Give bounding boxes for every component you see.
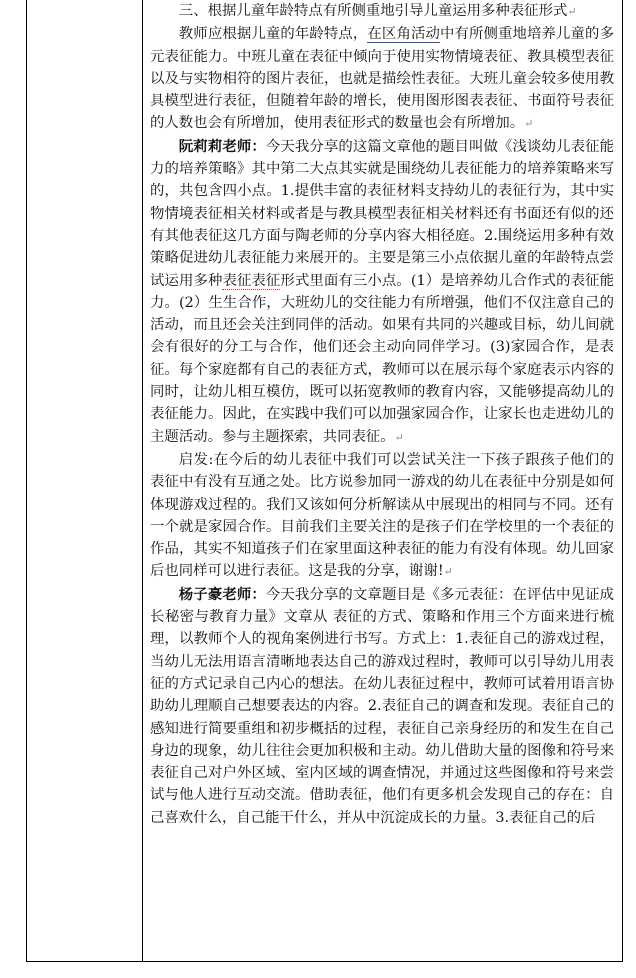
paragraph-mark-icon: ↵ [524,117,534,131]
paragraph-mark-icon: ↵ [567,5,577,18]
speaker-paragraph-ruanlili [150,136,614,449]
section-heading-paragraph [150,0,614,23]
paragraph-text: 形式里面有三小点。(1）是培养幼儿合作式的表征能力。(2）生生合作，大班幼儿的交往能力有所增强，他们不仅注意自己的活动，而且还会关注到同伴的活动。如果有共同的兴趣或目标，幼儿间就会有很好的分工与合作，他们还会主动向同伴学习。(3)家园合作，是表征。每个家庭都有自己的表征方式，教师可以在展示每个家庭表示内容的同时，让幼儿相互模仿，既可以拓宽教师的教育内容，又能够提高幼儿的表征能力。因此，在实践中我们可以加强家园合作，让家长也走进幼儿的主题活动。参与主题探索，共同表征。 [150,272,614,445]
paragraph-mark-icon: ↵ [394,430,404,444]
spellcheck-underlined-text: 表征表征 [222,272,281,289]
body-paragraph-age-characteristics [150,23,614,135]
paragraph-text: 今天我分享的这篇文章他的题目叫做《浅谈幼儿表征能力的培养策略》其中第二大点其实就是围绕幼儿表征能力的培养策略来写的，共包含四小点。1.提供丰富的表征材料支持幼儿的表征行为，其中实物情境表征相关材料或者是与教具模型表征相关材料还有书面还有似的还有其他表征这几方面与陶老师的分享内容大相径庭。2.围绕运用多种有效策略促进幼儿表征能力来展开的。主要是第三小点依据儿童的年龄特点尝试运用多种 [150,138,614,289]
speaker-paragraph-yangzihao [150,584,614,829]
section-heading-text: 三、根据儿童年龄特点有所侧重地引导儿童运用多种表征形式 [178,3,568,19]
inspiration-paragraph [150,449,614,584]
speaker-name: 杨子豪老师： [178,585,266,603]
table-column-divider [142,0,143,962]
paragraph-text: 启发:在今后的幼儿表征中我们可以尝试关注一下孩子跟孩子他们的表征中有没有互通之处。比方说参加同一游戏的幼儿在表征中分别是如何体现游戏过程的。我们又该如何分析解读从中展现出的相同与不同。还有一个就是家园合作。目前我们主要关注的是孩子们在学校里的一个表征的作品，其实不知道孩子们在家里面这种表征的能力有没有体现。幼儿回家后也同样可以进行表征。这是我的分享，谢谢! [150,451,614,580]
paragraph-text: 中有所侧重地培养儿童的多元表征能力。中班儿童在表征中倾向于使用实物情境表征、教具模型表征以及与实物相符的图片表征，也就是描绘性表征。大班儿童会较多使用教具模型进行表征，但随着年龄的增长，使用图形图表表征、书面符号表征的人数也会有所增加，使用表征形式的数量也会有所增加。 [150,26,614,132]
document-content [150,0,614,962]
underlined-term: 在区角活动 [367,26,440,43]
paragraph-text: 今天我分享的文章题目是《多元表征：在评估中见证成长秘密与教育力量》文章从 表征的方式、策略和作用三个方面来进行梳理，以教师个人的视角案例进行书写。方式上：1.表征自己的游戏过程，当幼儿无法用语言清晰地表达自己的游戏过程时，教师可以引导幼儿用表征的方式记录自己内心的想法。在幼儿表征过程中，教师可试着用语言协助幼儿理顺自己想要表达的内容。2.表征自己的调查和发现。表征自己的感知进行简要重组和初步概括的过程，表征自己亲身经历的和发生在自己身边的现象，幼儿往往会更加积极和主动。幼儿借助大量的图像和符号来表征自己对户外区域、室内区域的调查情况，并通过这些图像和符号来尝试与他人进行互动交流。借助表征，他们有更多机会发现自己的存在：自己喜欢什么，自己能干什么，并从中沉淀成长的力量。3.表征自己的后 [150,586,614,826]
speaker-name: 阮莉莉老师： [178,137,266,155]
paragraph-text: 教师应根据儿童的年龄特点， [178,26,368,43]
paragraph-mark-icon: ↵ [443,565,453,579]
